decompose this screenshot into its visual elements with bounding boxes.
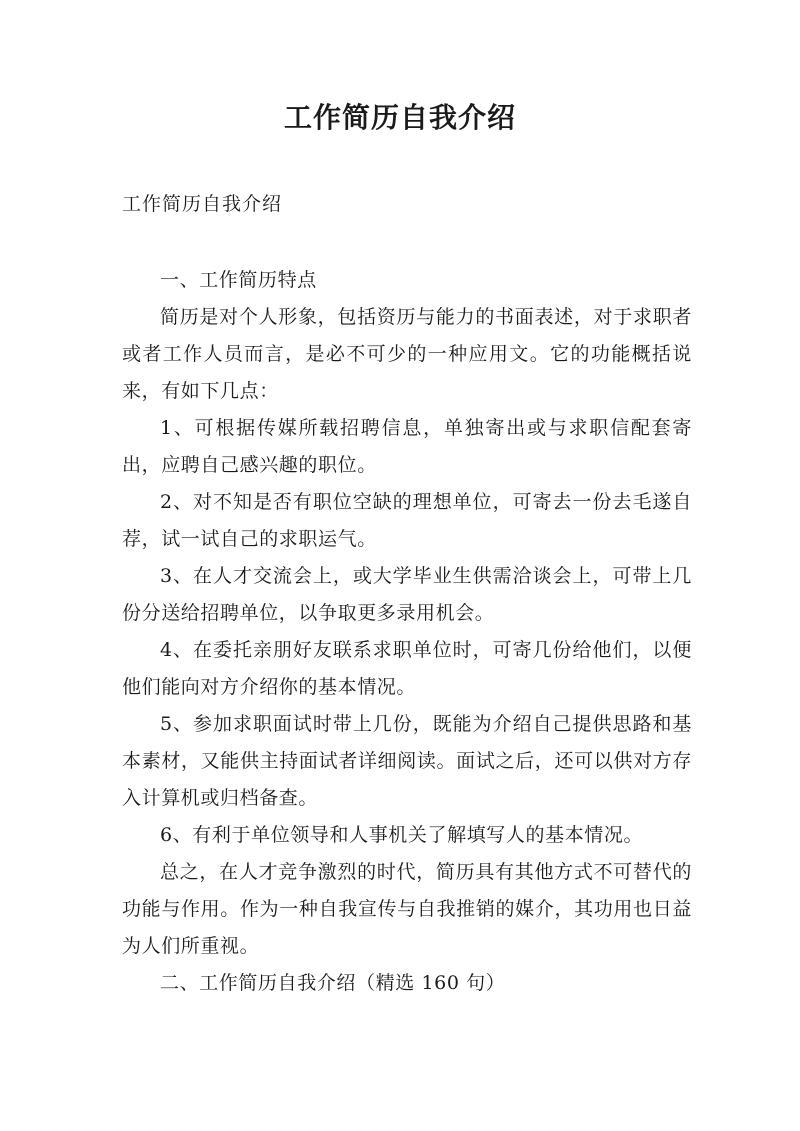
list-item-1: 1、可根据传媒所载招聘信息，单独寄出或与求职信配套寄出，应聘自己感兴趣的职位。 — [122, 417, 692, 476]
document-body — [122, 262, 692, 1002]
intro-paragraph: 简历是对个人形象，包括资历与能力的书面表述，对于求职者或者工作人员而言，是必不可少的一种应用文。它的功能概括说来，有如下几点： — [122, 306, 692, 402]
list-item-3: 3、在人才交流会上，或大学毕业生供需洽谈会上，可带上几份分送给招聘单位，以争取更多录用机会。 — [122, 565, 692, 624]
summary-paragraph: 总之，在人才竞争激烈的时代，简历具有其他方式不可替代的功能与作用。作为一种自我宣传与自我推销的媒介，其功用也日益为人们所重视。 — [122, 861, 692, 957]
list-item-4: 4、在委托亲朋好友联系求职单位时，可寄几份给他们，以便他们能向对方介绍你的基本情况。 — [122, 639, 692, 698]
section-heading-1: 一、工作简历特点 — [160, 269, 317, 291]
list-item-2: 2、对不知是否有职位空缺的理想单位，可寄去一份去毛遂自荐，试一试自己的求职运气。 — [122, 491, 692, 550]
document-title: 工作简历自我介绍 — [283, 101, 516, 134]
document-subtitle: 工作简历自我介绍 — [122, 193, 283, 215]
list-item-6: 6、有利于单位领导和人事机关了解填写人的基本情况。 — [160, 824, 644, 846]
section-heading-2: 二、工作简历自我介绍（精选 160 句） — [160, 972, 506, 994]
list-item-5: 5、参加求职面试时带上几份，既能为介绍自己提供思路和基本素材，又能供主持面试者详细阅读。面试之后，还可以供对方存入计算机或归档备查。 — [122, 713, 692, 809]
